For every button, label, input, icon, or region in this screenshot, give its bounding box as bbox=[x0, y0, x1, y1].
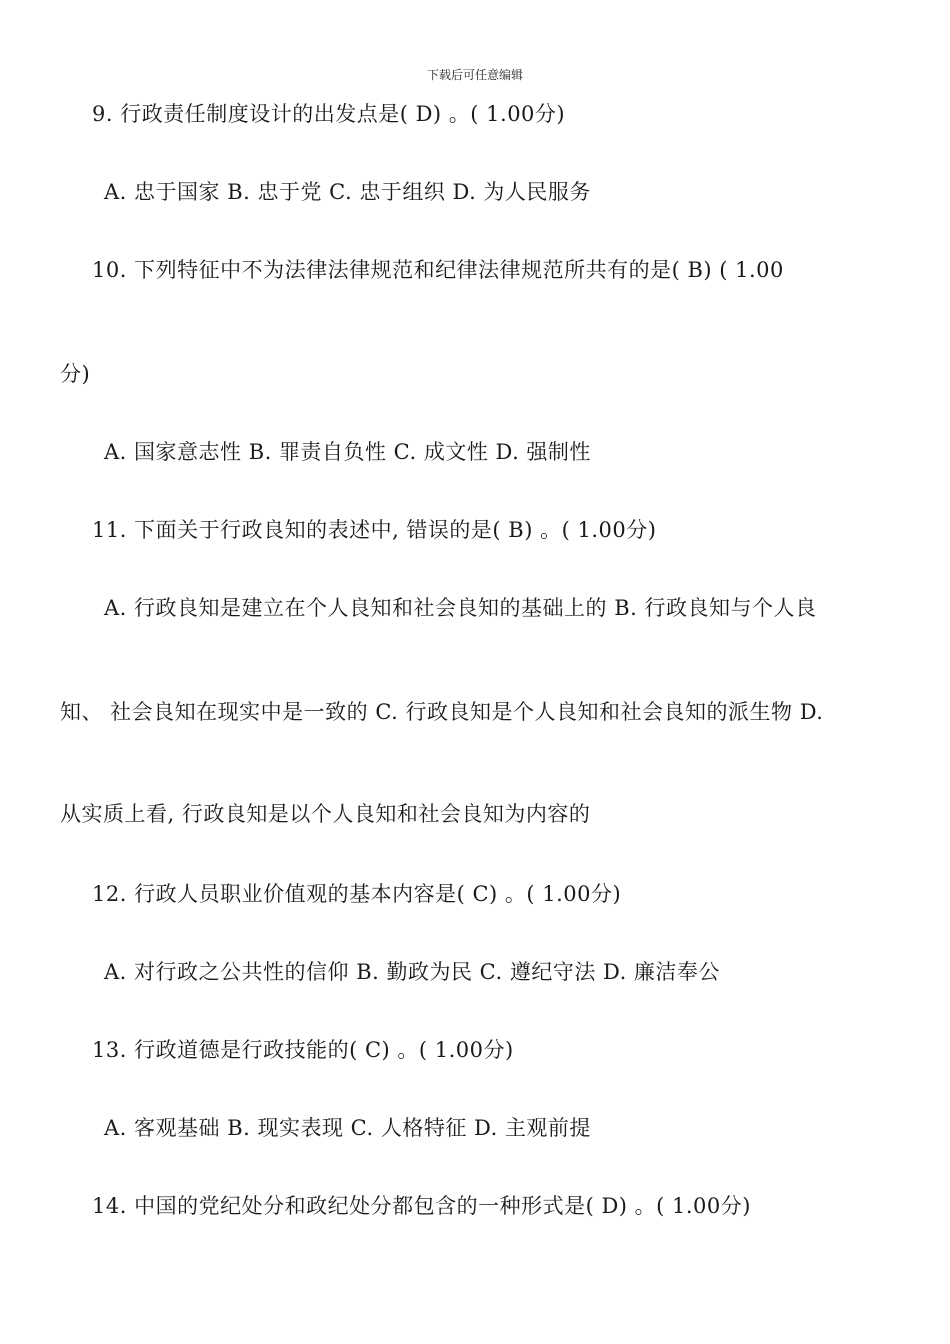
question-10: 10. 下列特征中不为法律法律规范和纪律法律规范所共有的是( B) ( 1.00 bbox=[92, 258, 784, 282]
question-13: 13. 行政道德是行政技能的( C) 。( 1.00分) bbox=[92, 1038, 514, 1062]
question-12: 12. 行政人员职业价值观的基本内容是( C) 。( 1.00分) bbox=[92, 882, 622, 906]
question-11-options-line-3: 从实质上看, 行政良知是以个人良知和社会良知为内容的 bbox=[60, 802, 591, 826]
question-11-options-line-2: 知、 社会良知在现实中是一致的 C. 行政良知是个人良知和社会良知的派生物 D. bbox=[60, 700, 824, 724]
question-9: 9. 行政责任制度设计的出发点是( D) 。( 1.00分) bbox=[92, 102, 566, 126]
question-9-options: A. 忠于国家 B. 忠于党 C. 忠于组织 D. 为人民服务 bbox=[104, 180, 591, 204]
question-14: 14. 中国的党纪处分和政纪处分都包含的一种形式是( D) 。( 1.00分) bbox=[92, 1194, 751, 1218]
page-header: 下载后可任意编辑 bbox=[426, 68, 523, 82]
question-13-options: A. 客观基础 B. 现实表现 C. 人格特征 D. 主观前提 bbox=[104, 1116, 591, 1140]
question-10-options: A. 国家意志性 B. 罪责自负性 C. 成文性 D. 强制性 bbox=[104, 440, 591, 464]
question-11-options-line-1: A. 行政良知是建立在个人良知和社会良知的基础上的 B. 行政良知与个人良 bbox=[104, 596, 817, 620]
question-11: 11. 下面关于行政良知的表述中, 错误的是( B) 。( 1.00分) bbox=[92, 518, 657, 542]
question-12-options: A. 对行政之公共性的信仰 B. 勤政为民 C. 遵纪守法 D. 廉洁奉公 bbox=[104, 960, 720, 984]
question-10-continuation: 分) bbox=[60, 362, 91, 386]
